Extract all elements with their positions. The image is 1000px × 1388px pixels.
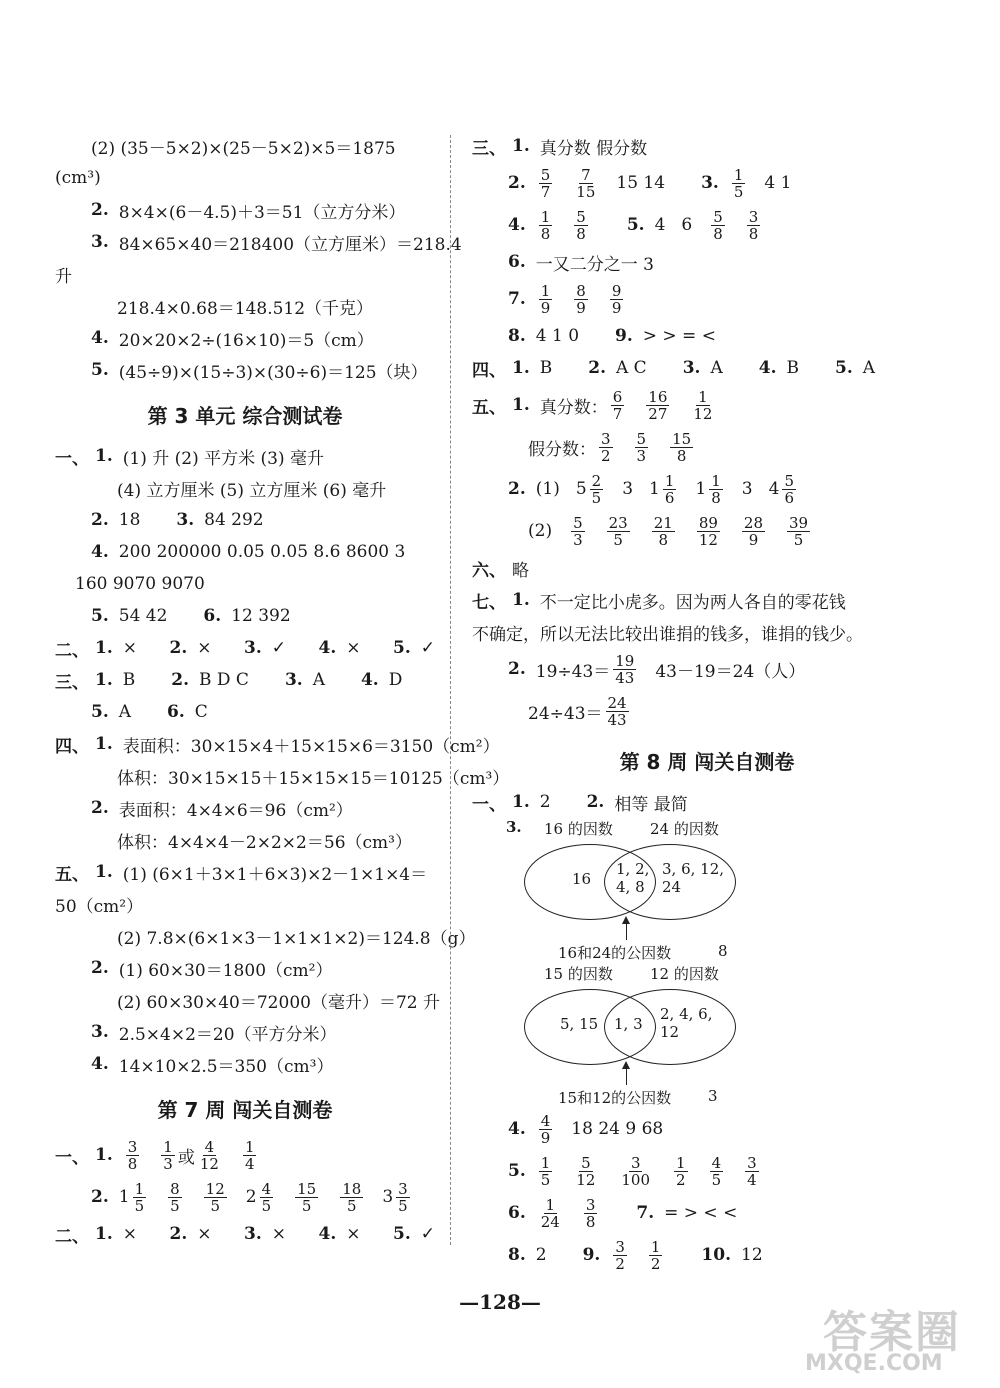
answer-text: 8×4×(6－4.5)＋3＝51（立方分米）	[118, 202, 406, 223]
answer-line: 3. 2.5×4×2＝20（平方分米）	[91, 1022, 337, 1045]
answer-line: 不确定，所以无法比较出谁捐的钱多，谁捐的钱少。	[472, 624, 863, 645]
section-heading: 第 3 单元 综合测试卷	[147, 404, 343, 428]
fraction: $\frac{3}{8}$	[127, 1137, 138, 1173]
section-heading: 第 7 周 闯关自测卷	[157, 1098, 333, 1122]
answer-line	[55, 472, 435, 504]
venn-diagram: 15 的因数 12 的因数 5, 15 1, 3 2, 4, 6, 12 15和12的公因数 3	[522, 963, 942, 1108]
answer-line: 六、 略	[472, 560, 529, 581]
answer-line: 160 9070 9070	[75, 574, 205, 594]
answer-line: 2. (1) 60×30＝1800（cm²）	[91, 958, 333, 981]
answer-line	[55, 290, 435, 322]
answer-line: 五、 1. 真分数： $\frac{6}{7}$ $\frac{16}{27}$ $\frac{1}{12}$	[472, 387, 713, 423]
page-number: —128—	[459, 1290, 541, 1314]
fraction: $\frac{4}{12}$	[199, 1137, 219, 1173]
answer-line: 8. 2 9. $\frac{3}{2}$ $\frac{1}{2}$ 10. 12	[508, 1237, 763, 1273]
answer-line: 4. $\frac{4}{9}$ 18 24 9 68	[508, 1111, 664, 1147]
answer-text: (cm³)	[55, 168, 101, 188]
right-column	[472, 130, 942, 1276]
answer-line: 2. (1) 5 $\frac{2}{5}$ 3 1 $\frac{1}{6}$ 1 $\frac{1}{8}$ 3 4 $\frac{5}{6}$	[508, 471, 794, 507]
answer-text: 84×65×40＝218400（立方厘米）＝218.4	[118, 234, 462, 255]
answer-text: 20×20×2÷(16×10)＝5（cm）	[118, 330, 374, 351]
answer-line: 50（cm²）	[55, 896, 144, 917]
answer-line	[55, 258, 435, 290]
answer-line: 2. 表面积：4×4×6＝96（cm²）	[91, 798, 353, 821]
answer-line: 8. 4 1 0 9. > > = <	[508, 326, 716, 346]
answer-line: (2) 7.8×(6×1×3－1×1×1×2)＝124.8（g）	[117, 928, 476, 949]
answer-line: 2. $\frac{5}{7}$ $\frac{7}{15}$ 15 14 3. $\frac{1}{5}$ 4 1	[508, 165, 792, 201]
answer-line: 二、 1. × 2. × 3. ✓ 4. × 5. ✓	[55, 638, 435, 661]
answer-line: 6. $\frac{1}{24}$ $\frac{3}{8}$ 7. = > < <	[508, 1195, 738, 1231]
section-heading: 第 8 周 闯关自测卷	[619, 750, 795, 774]
answer-line: 5. (45÷9)×(15÷3)×(30÷6)＝125（块）	[55, 354, 435, 386]
answer-line: 4. 14×10×2.5＝350（cm³）	[91, 1054, 334, 1077]
answer-line: 2. 18 3. 84 292	[91, 510, 264, 530]
answer-text: (2) (35－5×2)×(25－5×2)×5＝1875	[91, 138, 396, 159]
answer-line: 假分数： $\frac{3}{2}$ $\frac{5}{3}$ $\frac{15}{8}$	[528, 429, 692, 465]
answer-line: 4. 20×20×2÷(16×10)＝5（cm）	[55, 322, 435, 354]
answer-line: 一、 1. (1) 升 (2) 平方米 (3) 毫升	[55, 440, 435, 472]
answer-text: (4) 立方厘米 (5) 立方厘米 (6) 毫升	[117, 480, 387, 501]
answer-line: 5. 54 42 6. 12 392	[91, 606, 291, 626]
answer-line	[55, 130, 435, 162]
answer-line: 2. 19÷43＝ $\frac{19}{43}$ 43－19＝24（人）	[508, 651, 806, 687]
answer-line: 一、 1. $\frac{3}{8}$ $\frac{1}{3}$ 或 $\frac{4}{12}$ $\frac{1}{4}$	[55, 1137, 255, 1173]
answer-text: 升	[55, 266, 72, 287]
answer-line: 三、 1. 真分数 假分数	[472, 136, 648, 159]
answer-line: 5. A 6. C	[91, 702, 208, 722]
answer-line: 四、 1. 表面积：30×15×4＋15×15×6＝3150（cm²）	[55, 734, 500, 757]
answer-line: 三、 1. B 2. B D C 3. A 4. D	[55, 670, 403, 693]
watermark-logo: 答案圈 MXQE.COM	[805, 1307, 961, 1376]
answer-line: 6. 一又二分之一 3	[508, 252, 654, 275]
answer-line: 体积：4×4×4－2×2×2＝56（cm³）	[117, 832, 412, 853]
answer-line: 四、 1. B 2. A C 3. A 4. B 5. A	[472, 358, 876, 381]
fraction: $\frac{1}{4}$	[244, 1137, 255, 1173]
answer-line	[55, 162, 435, 194]
answer-line: 七、 1. 不一定比小虎多。因为两人各自的零花钱	[472, 590, 846, 613]
answer-line: 一、 1. 2 2. 相等 最简	[472, 792, 688, 815]
answer-text: (45÷9)×(15÷3)×(30÷6)＝125（块）	[118, 362, 428, 383]
answer-line: (2) $\frac{5}{3}$ $\frac{23}{5}$ $\frac{21}{8}$ $\frac{89}{12}$ $\frac{28}{9}$ $\frac{39}{5}$	[528, 513, 809, 549]
answer-line: 五、 1. (1) (6×1＋3×1＋6×3)×2－1×1×4＝	[55, 862, 428, 885]
venn-diagram: 3. 16 的因数 24 的因数 16 1, 2, 4, 8 3, 6, 12, 24 16和24的公因数 8	[522, 818, 942, 963]
answer-line: 4. 200 200000 0.05 0.05 8.6 8600 3	[91, 542, 406, 562]
answer-line: 2. 8×4×(6－4.5)＋3＝51（立方分米）	[55, 194, 435, 226]
fraction: $\frac{1}{3}$	[163, 1137, 173, 1173]
answer-line: 2. 1 $\frac{1}{5}$ $\frac{8}{5}$ $\frac{12}{5}$ 2 $\frac{4}{5}$ $\frac{15}{5}$ $\frac{18}{5}$ 3 $\frac{3}{5}$	[91, 1179, 408, 1215]
answer-line: 24÷43＝ $\frac{24}{43}$	[528, 693, 627, 729]
answer-text: (1) 升 (2) 平方米 (3) 毫升	[122, 448, 325, 469]
answer-line: (2) 60×30×40＝72000（毫升）＝72 升	[117, 992, 440, 1013]
answer-line: 3. 84×65×40＝218400（立方厘米）＝218.4	[55, 226, 435, 258]
answer-text: 218.4×0.68＝148.512（千克）	[117, 298, 374, 319]
answer-line: 体积：30×15×15＋15×15×15＝10125（cm³）	[117, 768, 510, 789]
column-divider	[450, 135, 451, 1245]
answer-line: 二、 1. × 2. × 3. × 4. × 5. ✓	[55, 1224, 435, 1247]
answer-line: 4. $\frac{1}{8}$ $\frac{5}{8}$ 5. 4 6 $\frac{5}{8}$ $\frac{3}{8}$	[508, 207, 759, 243]
answer-line: 5. $\frac{1}{5}$ $\frac{5}{12}$ $\frac{3}{100}$ $\frac{1}{2}$ $\frac{4}{5}$ $\frac{3}{4}$	[508, 1153, 757, 1189]
answer-line: 7. $\frac{1}{9}$ $\frac{8}{9}$ $\frac{9}{9}$	[508, 281, 622, 317]
